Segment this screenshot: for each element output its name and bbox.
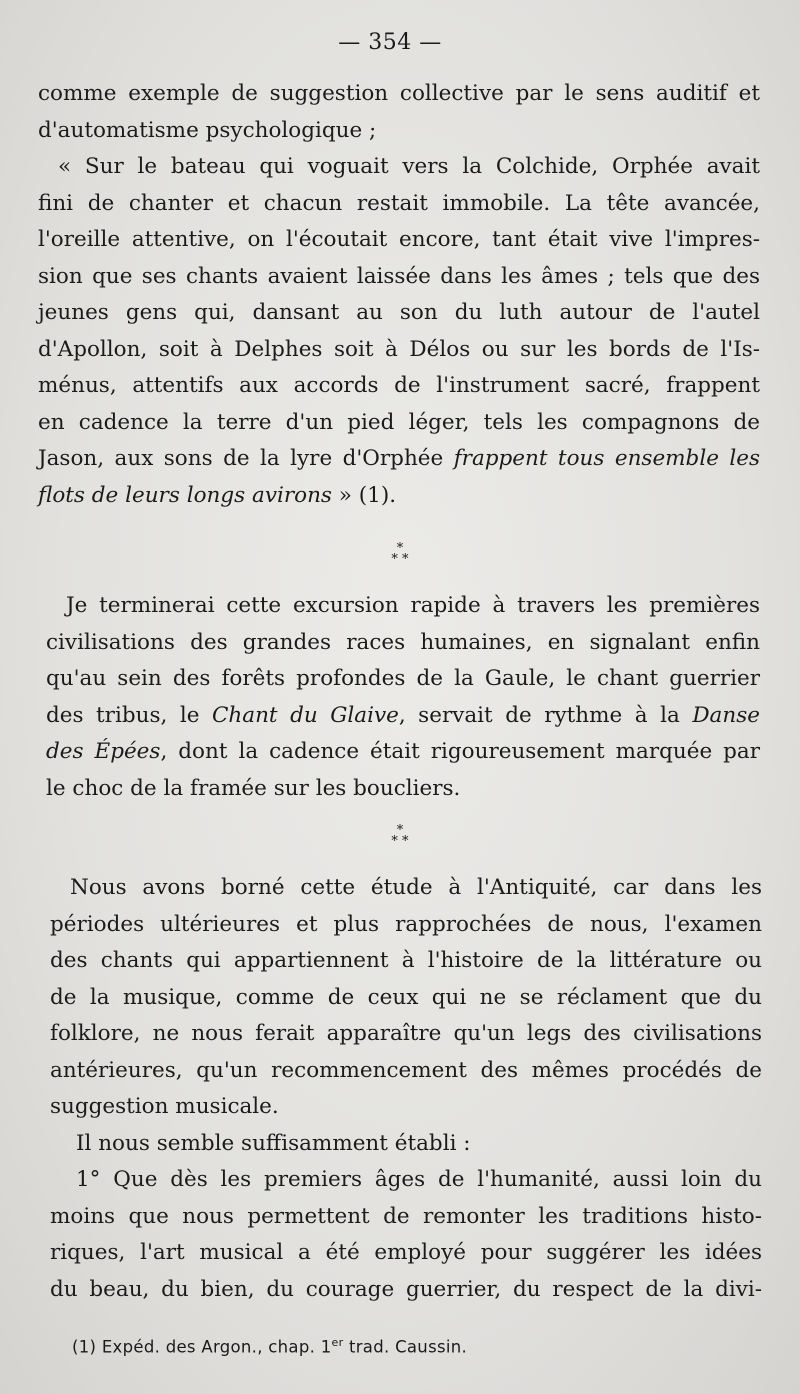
text-span: , dont la cadence était rigoureusement marquée par: [160, 739, 761, 764]
text-line: [46, 734, 760, 771]
text-line: d'automatisme psychologique ;: [38, 117, 377, 143]
footnote-text: trad. Caussin.: [343, 1337, 468, 1357]
page-number: — 354 —: [338, 30, 442, 55]
text-line: qu'au sein des forêts profondes de la Gaule, le chant guerrier: [46, 666, 760, 691]
quote-italic: flots de leurs longs avirons: [38, 482, 332, 508]
quote-end: » (1).: [331, 482, 397, 508]
quote-line: « Sur le bateau qui voguait vers la Colchide, Orphée avait: [58, 154, 760, 179]
text-line: suggestion musicale.: [50, 1094, 279, 1119]
text-line: comme exemple de suggestion collective par le sens auditif et: [38, 81, 760, 106]
text-span: , servait de rythme à la: [398, 702, 693, 728]
asterism-top: *: [396, 541, 404, 556]
upper-text-block: [38, 76, 760, 514]
text-line: Il nous semble suffisamment établi :: [76, 1130, 471, 1156]
footnote-text: (1) Expéd. des Argon., chap. 1: [72, 1337, 332, 1357]
text-line: du beau, du bien, du courage guerrier, du respect de la divi-: [50, 1276, 762, 1302]
quote-line: fini de chanter et chacun restait immobile. La tête avancée,: [38, 190, 760, 216]
quote-line: [38, 441, 760, 478]
lower-text-block: [50, 870, 762, 1308]
quote-line: [38, 478, 760, 515]
text-line: 1° Que dès les premiers âges de l'humanité, aussi loin du: [76, 1167, 762, 1192]
asterism-top: *: [396, 823, 404, 838]
text-line: des chants qui appartiennent à l'histoire de la littérature ou: [50, 948, 762, 973]
quote-text: Jason, aux sons de la lyre d'Orphée: [38, 446, 454, 471]
section-asterism: [380, 825, 420, 847]
italic-title: Chant du Glaive: [211, 702, 399, 728]
text-line: Je terminerai cette excursion rapide à travers les premières: [66, 593, 760, 618]
text-line: riques, l'art musical a été employé pour suggérer les idées: [50, 1240, 762, 1265]
italic-title: Danse: [692, 702, 760, 728]
text-line: de la musique, comme de ceux qui ne se réclament que du: [50, 984, 762, 1010]
section-asterism: [380, 543, 420, 565]
text-line: Nous avons borné cette étude à l'Antiquité, car dans les: [70, 875, 762, 900]
quote-line: d'Apollon, soit à Delphes soit à Délos ou sur les bords de l'Is-: [38, 336, 760, 362]
text-line: civilisations des grandes races humaines, en signalant enfin: [46, 629, 760, 655]
quote-italic: frappent tous ensemble les: [453, 446, 760, 471]
italic-title: des Épées: [46, 739, 161, 764]
text-line: le choc de la framée sur les boucliers.: [46, 775, 461, 801]
asterism-bottom: * *: [391, 834, 409, 849]
text-line: folklore, ne nous ferait apparaître qu'un legs des civilisations: [50, 1021, 762, 1046]
text-line: moins que nous permettent de remonter les traditions histo-: [50, 1203, 762, 1229]
quote-line: jeunes gens qui, dansant au son du luth autour de l'autel: [38, 300, 760, 325]
text-span: des tribus, le: [46, 702, 212, 728]
middle-text-block: [46, 588, 760, 807]
quote-line: sion que ses chants avaient laissée dans les âmes ; tels que des: [38, 263, 760, 289]
asterism-bottom: * *: [391, 552, 409, 567]
text-line: antérieures, qu'un recommencement des mêmes procédés de: [50, 1057, 762, 1083]
footnote: [72, 1336, 467, 1357]
text-line: périodes ultérieures et plus rapprochées de nous, l'examen: [50, 911, 762, 937]
quote-line: ménus, attentifs aux accords de l'instrument sacré, frappent: [38, 373, 760, 398]
quote-line: en cadence la terre d'un pied léger, tels les compagnons de: [38, 409, 760, 435]
text-line: [46, 698, 760, 735]
footnote-superscript: er: [331, 1336, 344, 1349]
quote-line: l'oreille attentive, on l'écoutait encore, tant était vive l'impres-: [38, 227, 760, 252]
